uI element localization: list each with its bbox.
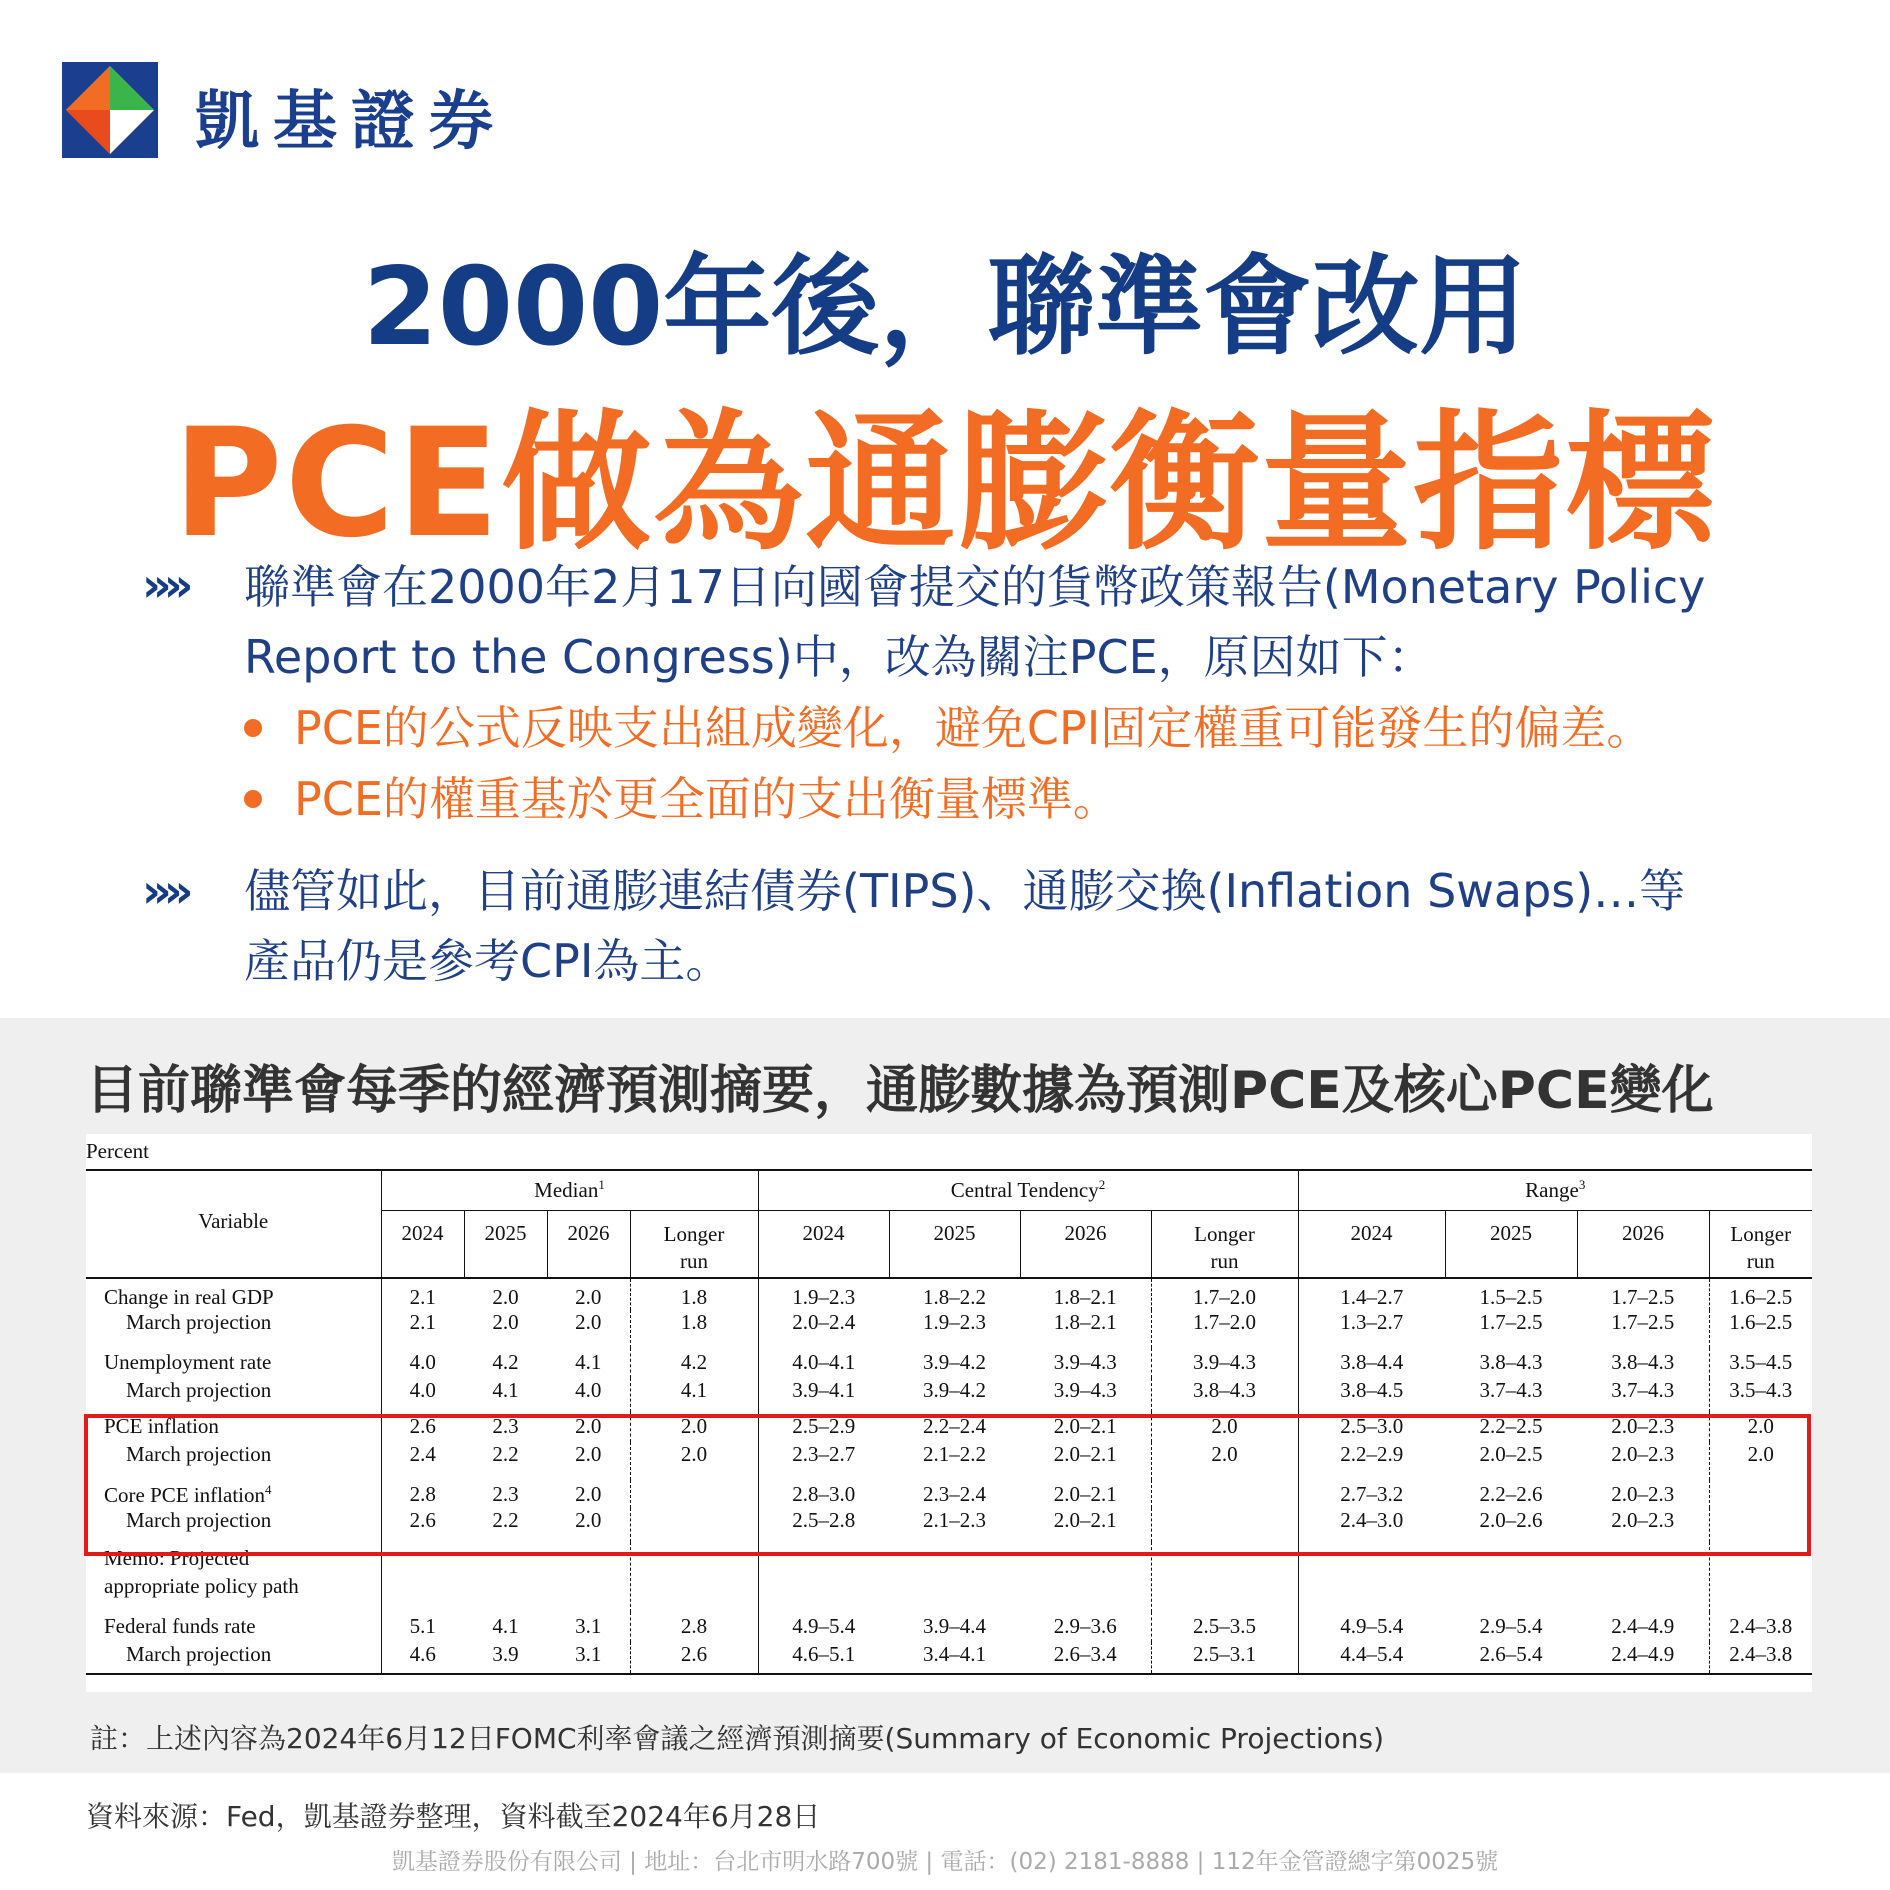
table-cell: 2.0 bbox=[1709, 1442, 1812, 1480]
table-cell: 2.0–2.1 bbox=[1053, 1508, 1117, 1532]
table-cell: 2.2 bbox=[492, 1442, 519, 1466]
row-label-text: March projection bbox=[126, 1442, 272, 1466]
table-cell: 2.8 bbox=[381, 1480, 464, 1508]
table-cell: 2.6–3.4 bbox=[1020, 1642, 1151, 1674]
table-cell: 3.8–4.3 bbox=[1479, 1350, 1543, 1374]
table-cell: 3.8–4.3 bbox=[1151, 1378, 1298, 1412]
table-cell: 4.1 bbox=[492, 1614, 519, 1638]
table-cell: 2.6 bbox=[381, 1412, 464, 1442]
data-source: 資料來源：Fed，凱基證券整理，資料截至2024年6月28日 bbox=[86, 1800, 821, 1833]
table-cell: 2.4–3.8 bbox=[1709, 1612, 1812, 1642]
footnote: 註：上述內容為2024年6月12日FOMC利率會議之經濟預測摘要(Summary of Economic Projections) bbox=[90, 1722, 1384, 1755]
table-cell: 4.9–5.4 bbox=[758, 1612, 889, 1642]
table-cell: 1.9–2.3 bbox=[758, 1278, 889, 1310]
table-cell: 2.0–2.6 bbox=[1479, 1508, 1543, 1532]
sep-table-container bbox=[86, 1134, 1812, 1692]
memo-line-2: appropriate policy path bbox=[104, 1574, 299, 1598]
table-cell: 2.3 bbox=[492, 1482, 519, 1506]
table-cell: 2.6 bbox=[381, 1508, 464, 1542]
table-cell: 2.8 bbox=[630, 1612, 758, 1642]
table-cell: 1.7–2.0 bbox=[1151, 1310, 1298, 1348]
table-cell: 1.5–2.5 bbox=[1479, 1285, 1543, 1309]
table-cell: 2.5–3.0 bbox=[1298, 1412, 1445, 1442]
bullet-item-1 bbox=[244, 693, 1652, 763]
row-label bbox=[86, 1310, 381, 1348]
table-cell: 4.2 bbox=[492, 1350, 519, 1374]
table-cell: 2.4–3.8 bbox=[1709, 1642, 1812, 1674]
table-cell: 2.0–2.3 bbox=[1611, 1442, 1675, 1466]
table-cell: 2.0 bbox=[630, 1412, 758, 1442]
bullet-item-2 bbox=[244, 764, 1119, 834]
headline-line-2: PCE做為通膨衡量指標 bbox=[172, 397, 1718, 571]
section1-line-1: 聯準會在2000年2月17日向國會提交的貨幣政策報告(Monetary Policy bbox=[244, 560, 1706, 614]
row-label bbox=[86, 1278, 381, 1310]
table-cell: 3.9 bbox=[464, 1642, 547, 1674]
median-footnote: 1 bbox=[598, 1177, 605, 1193]
table-cell: 1.6–2.5 bbox=[1709, 1278, 1812, 1310]
table-cell: 2.3 bbox=[492, 1414, 519, 1438]
table-cell: 1.7–2.0 bbox=[1151, 1278, 1298, 1310]
row-label-text: March projection bbox=[126, 1508, 272, 1532]
table-cell: 4.4–5.4 bbox=[1298, 1642, 1445, 1674]
table-cell: 4.1 bbox=[630, 1378, 758, 1412]
table-cell: 1.4–2.7 bbox=[1298, 1278, 1445, 1310]
table-cell: 1.8–2.1 bbox=[1053, 1310, 1117, 1334]
row-label bbox=[86, 1378, 381, 1412]
row-label-text: PCE inflation bbox=[104, 1414, 219, 1438]
section2-line-1: 儘管如此，目前通膨連結債券(TIPS)、通膨交換(Inflation Swaps)…等 bbox=[244, 864, 1686, 918]
table-cell: 3.5–4.5 bbox=[1709, 1348, 1812, 1378]
table-cell: 3.7–4.3 bbox=[1479, 1378, 1543, 1402]
year-header: 2025 bbox=[464, 1210, 547, 1278]
table-cell: 2.0 bbox=[1151, 1412, 1298, 1442]
table-cell: 3.4–4.1 bbox=[889, 1642, 1020, 1674]
median-header bbox=[381, 1170, 758, 1210]
central-tendency-header bbox=[758, 1170, 1298, 1210]
table-cell: 2.5–2.8 bbox=[758, 1508, 889, 1542]
table-row bbox=[86, 1278, 1812, 1310]
table-cell: 2.4 bbox=[381, 1442, 464, 1480]
longer-run-line-2: run bbox=[680, 1248, 708, 1273]
table-cell: 1.7–2.5 bbox=[1611, 1285, 1675, 1309]
year-header: 2024 bbox=[1298, 1210, 1445, 1278]
table-cell: 2.1–2.3 bbox=[923, 1508, 986, 1532]
table-cell: 4.0 bbox=[381, 1378, 464, 1412]
longer-run-line-1: Longer bbox=[1194, 1221, 1255, 1246]
year-header: 2025 bbox=[1445, 1210, 1577, 1278]
table-cell: 3.9–4.2 bbox=[923, 1350, 986, 1374]
row-label-text: Unemployment rate bbox=[104, 1350, 272, 1374]
table-cell: 3.9–4.3 bbox=[1053, 1378, 1117, 1402]
year-header: 2026 bbox=[547, 1210, 630, 1278]
table-cell: 2.9–3.6 bbox=[1053, 1614, 1117, 1638]
table-cell: 2.0–2.1 bbox=[1053, 1414, 1117, 1438]
table-cell: 2.0 bbox=[575, 1482, 602, 1506]
table-cell: 2.1 bbox=[381, 1278, 464, 1310]
table-cell: 2.8–3.0 bbox=[758, 1480, 889, 1508]
pce-highlight-box bbox=[84, 1414, 1811, 1556]
table-cell: 4.0 bbox=[381, 1348, 464, 1378]
table-cell: 4.6–5.1 bbox=[758, 1642, 889, 1674]
year-header: 2026 bbox=[1577, 1210, 1709, 1278]
row-label bbox=[86, 1612, 381, 1642]
row-label bbox=[86, 1348, 381, 1378]
table-cell: 2.6 bbox=[630, 1642, 758, 1674]
table-cell: 2.0–2.5 bbox=[1479, 1442, 1543, 1466]
table-cell: 3.9–4.3 bbox=[1151, 1348, 1298, 1378]
table-cell: 1.8 bbox=[630, 1278, 758, 1310]
kgi-logo-icon bbox=[62, 62, 158, 158]
table-cell: 3.1 bbox=[575, 1614, 602, 1638]
year-header: 2024 bbox=[381, 1210, 464, 1278]
table-cell: 2.0–2.4 bbox=[758, 1310, 889, 1348]
table-cell: 4.2 bbox=[630, 1348, 758, 1378]
year-header: 2026 bbox=[1020, 1210, 1151, 1278]
table-cell: 3.8–4.5 bbox=[1298, 1378, 1445, 1412]
row-label-text: Federal funds rate bbox=[104, 1614, 256, 1638]
year-header: 2024 bbox=[758, 1210, 889, 1278]
table-cell: 2.7–3.2 bbox=[1298, 1480, 1445, 1508]
table-cell: 4.1 bbox=[492, 1378, 519, 1402]
table-unit: Percent bbox=[86, 1134, 1812, 1170]
table-cell: 2.4–3.0 bbox=[1298, 1508, 1445, 1542]
table-cell: 3.9–4.4 bbox=[923, 1614, 986, 1638]
median-label: Median bbox=[534, 1178, 599, 1203]
table-cell: 3.9–4.2 bbox=[923, 1378, 986, 1402]
triple-chevron-icon: »» bbox=[142, 864, 186, 918]
table-cell: 2.0 bbox=[575, 1508, 602, 1532]
table-cell: 2.4–4.9 bbox=[1577, 1642, 1709, 1674]
brand-name: 凱基證券 bbox=[195, 85, 507, 159]
panel-subtitle: 目前聯準會每季的經濟預測摘要，通膨數據為預測PCE及核心PCE變化 bbox=[86, 1061, 1714, 1121]
table-cell: 2.0 bbox=[575, 1310, 602, 1334]
section1-line-2: Report to the Congress)中，改為關注PCE，原因如下： bbox=[244, 630, 1434, 684]
row-label bbox=[86, 1642, 381, 1674]
central-footnote: 2 bbox=[1098, 1177, 1106, 1193]
range-header bbox=[1298, 1170, 1812, 1210]
table-cell: 2.0 bbox=[1151, 1442, 1298, 1480]
longer-run-header bbox=[1151, 1210, 1298, 1278]
table-cell: 4.6 bbox=[381, 1642, 464, 1674]
table-cell: 4.9–5.4 bbox=[1298, 1612, 1445, 1642]
table-row bbox=[86, 1378, 1812, 1412]
table-cell: 2.0 bbox=[1709, 1412, 1812, 1442]
table-cell: 4.0–4.1 bbox=[758, 1348, 889, 1378]
table-cell: 2.0 bbox=[575, 1414, 602, 1438]
table-cell: 1.8–2.2 bbox=[923, 1285, 986, 1309]
bullet-text: PCE的公式反映支出組成變化，避免CPI固定權重可能發生的偏差。 bbox=[294, 701, 1653, 755]
sep-table bbox=[86, 1134, 1812, 1675]
bullet-text: PCE的權重基於更全面的支出衡量標準。 bbox=[294, 772, 1119, 826]
row-label-text: March projection bbox=[126, 1310, 272, 1334]
table-row bbox=[86, 1612, 1812, 1642]
longer-run-line-1: Longer bbox=[663, 1221, 725, 1246]
table-cell: 3.9–4.3 bbox=[1053, 1350, 1117, 1374]
table-cell: 2.0–2.1 bbox=[1053, 1482, 1117, 1506]
table-cell: 2.2–2.6 bbox=[1479, 1482, 1543, 1506]
table-cell: 1.7–2.5 bbox=[1479, 1310, 1543, 1334]
table-cell: 3.1 bbox=[547, 1642, 630, 1674]
range-label: Range bbox=[1525, 1178, 1579, 1203]
memo-line-1: Memo: Projected bbox=[104, 1546, 250, 1570]
table-cell: 2.2–2.5 bbox=[1479, 1414, 1543, 1438]
table-cell: 2.1–2.2 bbox=[923, 1442, 986, 1466]
table-cell: 3.9–4.1 bbox=[758, 1378, 889, 1412]
longer-run-line-1: Longer bbox=[1730, 1221, 1792, 1246]
longer-run-header bbox=[630, 1210, 758, 1278]
table-cell: 2.5–2.9 bbox=[758, 1412, 889, 1442]
table-cell: 4.0 bbox=[575, 1378, 602, 1402]
table-cell: 2.0 bbox=[630, 1442, 758, 1480]
row-label-text: Change in real GDP bbox=[104, 1285, 274, 1309]
table-cell: 1.9–2.3 bbox=[923, 1310, 986, 1334]
company-footer: 凱基證券股份有限公司 | 地址：台北市明水路700號 | 電話：(02) 2181-8888 | 112年金管證總字第0025號 bbox=[391, 1849, 1499, 1875]
table-cell: 3.7–4.3 bbox=[1611, 1378, 1675, 1402]
table-cell: 1.8–2.1 bbox=[1053, 1285, 1117, 1309]
table-cell: 2.2 bbox=[492, 1508, 519, 1532]
table-cell: 1.6–2.5 bbox=[1709, 1310, 1812, 1348]
row-footnote: 4 bbox=[265, 1482, 272, 1497]
table-cell: 2.0–2.1 bbox=[1053, 1442, 1117, 1466]
table-cell: 2.9–5.4 bbox=[1479, 1614, 1543, 1638]
table-cell: 2.1 bbox=[381, 1310, 464, 1348]
headline-line-1: 2000年後，聯準會改用 bbox=[362, 245, 1528, 370]
variable-header: Variable bbox=[86, 1170, 381, 1278]
range-footnote: 3 bbox=[1578, 1177, 1586, 1193]
longer-run-line-2: run bbox=[1746, 1248, 1775, 1273]
section2-line-2: 產品仍是參考CPI為主。 bbox=[244, 934, 732, 988]
table-cell: 2.2–2.9 bbox=[1298, 1442, 1445, 1480]
table-cell: 1.8 bbox=[630, 1310, 758, 1348]
table-cell: 2.5–3.5 bbox=[1151, 1612, 1298, 1642]
table-cell: 4.1 bbox=[575, 1350, 602, 1374]
table-cell: 2.0 bbox=[575, 1442, 602, 1466]
table-cell: 2.0 bbox=[492, 1285, 519, 1309]
table-cell: 2.3–2.7 bbox=[758, 1442, 889, 1480]
year-header: 2025 bbox=[889, 1210, 1020, 1278]
central-label: Central Tendency bbox=[950, 1178, 1099, 1203]
longer-run-line-2: run bbox=[1210, 1248, 1239, 1273]
table-cell: 3.8–4.3 bbox=[1611, 1350, 1675, 1374]
table-cell: 2.0 bbox=[575, 1285, 602, 1309]
table-cell: 3.8–4.4 bbox=[1298, 1348, 1445, 1378]
triple-chevron-icon: »» bbox=[142, 558, 186, 612]
longer-run-header bbox=[1709, 1210, 1812, 1278]
table-cell: 2.6–5.4 bbox=[1445, 1642, 1577, 1674]
table-cell: 2.3–2.4 bbox=[923, 1482, 986, 1506]
row-label-text: March projection bbox=[126, 1642, 272, 1666]
table-cell: 2.0 bbox=[492, 1310, 519, 1334]
table-cell: 2.5–3.1 bbox=[1151, 1642, 1298, 1674]
table-cell: 2.0–2.3 bbox=[1611, 1414, 1675, 1438]
table-cell: 2.0–2.3 bbox=[1611, 1508, 1675, 1532]
bullet-dot-icon bbox=[244, 790, 262, 808]
table-row bbox=[86, 1642, 1812, 1674]
bullet-dot-icon bbox=[244, 719, 262, 737]
table-cell: 5.1 bbox=[381, 1612, 464, 1642]
table-cell: 2.4–4.9 bbox=[1611, 1614, 1675, 1638]
table-cell: 1.7–2.5 bbox=[1611, 1310, 1675, 1334]
table-cell: 2.2–2.4 bbox=[923, 1414, 986, 1438]
table-cell: 2.0–2.3 bbox=[1611, 1482, 1675, 1506]
table-cell: 3.5–4.3 bbox=[1709, 1378, 1812, 1412]
table-row bbox=[86, 1348, 1812, 1378]
table-cell: 1.3–2.7 bbox=[1298, 1310, 1445, 1348]
row-label-text: Core PCE inflation bbox=[104, 1483, 265, 1507]
row-label-text: March projection bbox=[126, 1378, 272, 1402]
table-row bbox=[86, 1310, 1812, 1348]
